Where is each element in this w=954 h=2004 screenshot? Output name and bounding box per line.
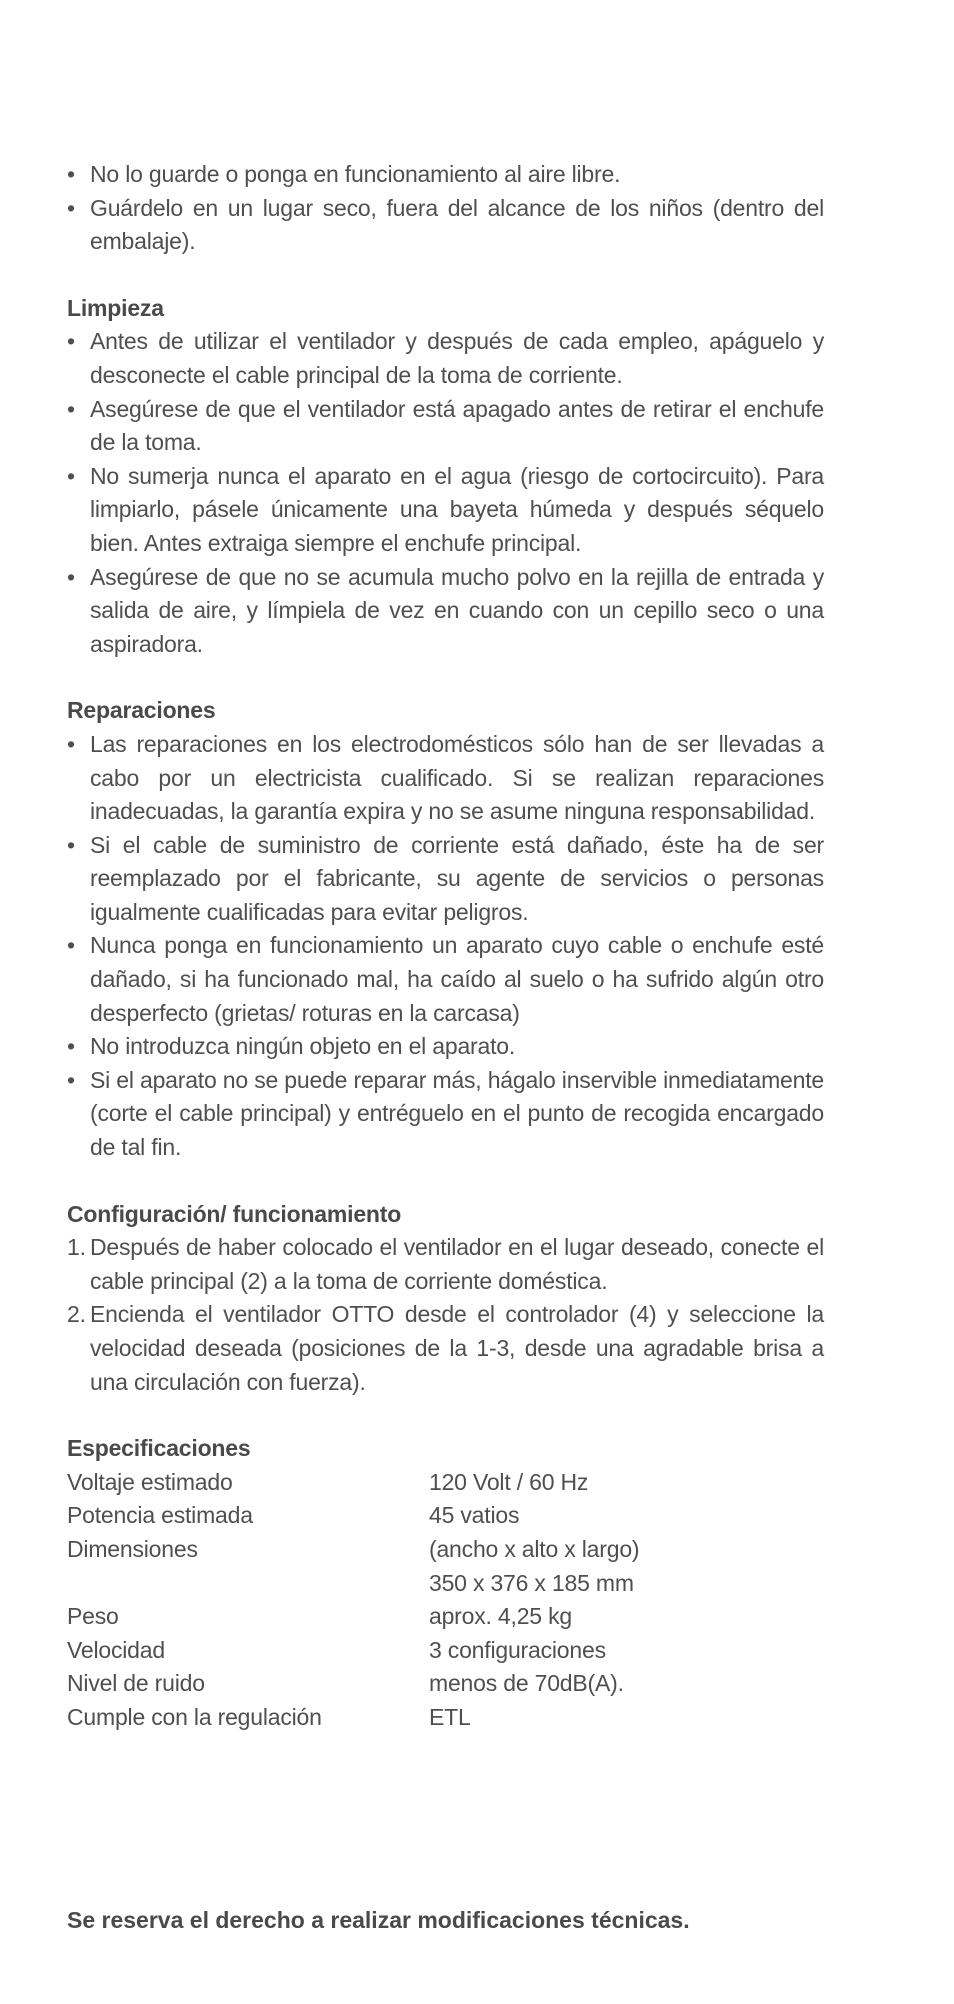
bullet-icon: •: [67, 1033, 75, 1060]
spec-label: Cumple con la regulación: [67, 1703, 322, 1730]
spec-label: Dimensiones: [67, 1535, 198, 1562]
bullet-icon: •: [67, 194, 75, 221]
list-item: • Nunca ponga en funcionamiento un aparato cuyo cable o enchufe esté dañado, si ha funcionado mal, ha caído al suelo o ha sufrido algún otro desperfecto (grietas/ roturas en la carcasa): [67, 929, 824, 1030]
spec-value: 120 Volt / 60 Hz: [429, 1468, 589, 1495]
list-item: • Asegúrese de que el ventilador está apagado antes de retirar el enchufe de la toma.: [67, 393, 824, 460]
bullet-icon: •: [67, 730, 75, 757]
bullet-icon: •: [67, 462, 75, 489]
specs-table: [67, 1466, 824, 1735]
configuracion-steps: [67, 1231, 824, 1399]
step-number: 2.: [67, 1301, 86, 1328]
section-reparaciones: [67, 694, 824, 1164]
section-limpieza: [67, 292, 824, 662]
reparaciones-list: [67, 728, 824, 1165]
spec-value: 3 configuraciones: [429, 1636, 606, 1663]
bullet-icon: •: [67, 328, 75, 355]
table-row: [67, 1533, 824, 1567]
section-title: Limpieza: [67, 294, 164, 321]
page-content: [67, 158, 824, 1735]
step-number: 1.: [67, 1234, 86, 1261]
intro-list: [67, 158, 824, 259]
list-item: 2. Encienda el ventilador OTTO desde el controlador (4) y seleccione la velocidad deseada (posiciones de la 1-3, desde una agradable brisa a una circulación con fuerza).: [67, 1298, 824, 1399]
spec-label: Peso: [67, 1603, 119, 1630]
table-row: [67, 1466, 824, 1500]
spec-label: Potencia estimada: [67, 1502, 253, 1529]
table-row: [67, 1499, 824, 1533]
list-item: • Las reparaciones en los electrodomésticos sólo han de ser llevadas a cabo por un electricista cualificado. Si se realizan reparaciones inadecuadas, la garantía expira y no se asume ninguna responsabilidad.: [67, 728, 824, 829]
limpieza-list: [67, 325, 824, 661]
bullet-icon: •: [67, 563, 75, 590]
bullet-icon: •: [67, 395, 75, 422]
list-item: • Si el cable de suministro de corriente está dañado, éste ha de ser reemplazado por el fabricante, su agente de servicios o personas igualmente cualificadas para evitar peligros.: [67, 829, 824, 930]
list-item: • No sumerja nunca el aparato en el agua (riesgo de cortocircuito). Para limpiarlo, pásele únicamente una bayeta húmeda y después séquelo bien. Antes extraiga siempre el enchufe principal.: [67, 460, 824, 561]
spec-label: [67, 1567, 429, 1601]
section-title: Especificaciones: [67, 1435, 251, 1462]
table-row: [67, 1701, 824, 1735]
spec-value: 45 vatios: [429, 1502, 520, 1529]
section-title: Reparaciones: [67, 697, 216, 724]
list-item: • Guárdelo en un lugar seco, fuera del alcance de los niños (dentro del embalaje).: [67, 192, 824, 259]
bullet-icon: •: [67, 831, 75, 858]
table-row: [67, 1634, 824, 1668]
list-item: • No lo guarde o ponga en funcionamiento al aire libre.: [67, 158, 824, 192]
spec-value: menos de 70dB(A).: [429, 1670, 624, 1697]
list-item: • No introduzca ningún objeto en el aparato.: [67, 1030, 824, 1064]
list-item: 1. Después de haber colocado el ventilador en el lugar deseado, conecte el cable principal (2) a la toma de corriente doméstica.: [67, 1231, 824, 1298]
spec-label: Voltaje estimado: [67, 1468, 233, 1495]
spec-value: ETL: [429, 1703, 471, 1730]
list-item: • Si el aparato no se puede reparar más, hágalo inservible inmediatamente (corte el cable principal) y entréguelo en el punto de recogida encargado de tal fin.: [67, 1064, 824, 1165]
spec-value: aprox. 4,25 kg: [429, 1603, 572, 1630]
bullet-icon: •: [67, 161, 75, 187]
section-title: Configuración/ funcionamiento: [67, 1200, 402, 1227]
table-row: [67, 1567, 824, 1601]
spec-label: Velocidad: [67, 1636, 165, 1663]
footer-note: Se reserva el derecho a realizar modificaciones técnicas.: [67, 1907, 690, 1933]
table-row: [67, 1600, 824, 1634]
bullet-icon: •: [67, 932, 75, 959]
table-row: [67, 1667, 824, 1701]
spec-label: Nivel de ruido: [67, 1670, 205, 1697]
list-item: • Asegúrese de que no se acumula mucho polvo en la rejilla de entrada y salida de aire, y límpiela de vez en cuando con un cepillo seco o una aspiradora.: [67, 561, 824, 662]
bullet-icon: •: [67, 1066, 75, 1093]
section-especificaciones: [67, 1432, 824, 1734]
list-item: • Antes de utilizar el ventilador y después de cada empleo, apáguelo y desconecte el cable principal de la toma de corriente.: [67, 325, 824, 392]
spec-value: 350 x 376 x 185 mm: [429, 1569, 634, 1596]
section-configuracion: [67, 1198, 824, 1400]
spec-value: (ancho x alto x largo): [429, 1535, 640, 1562]
